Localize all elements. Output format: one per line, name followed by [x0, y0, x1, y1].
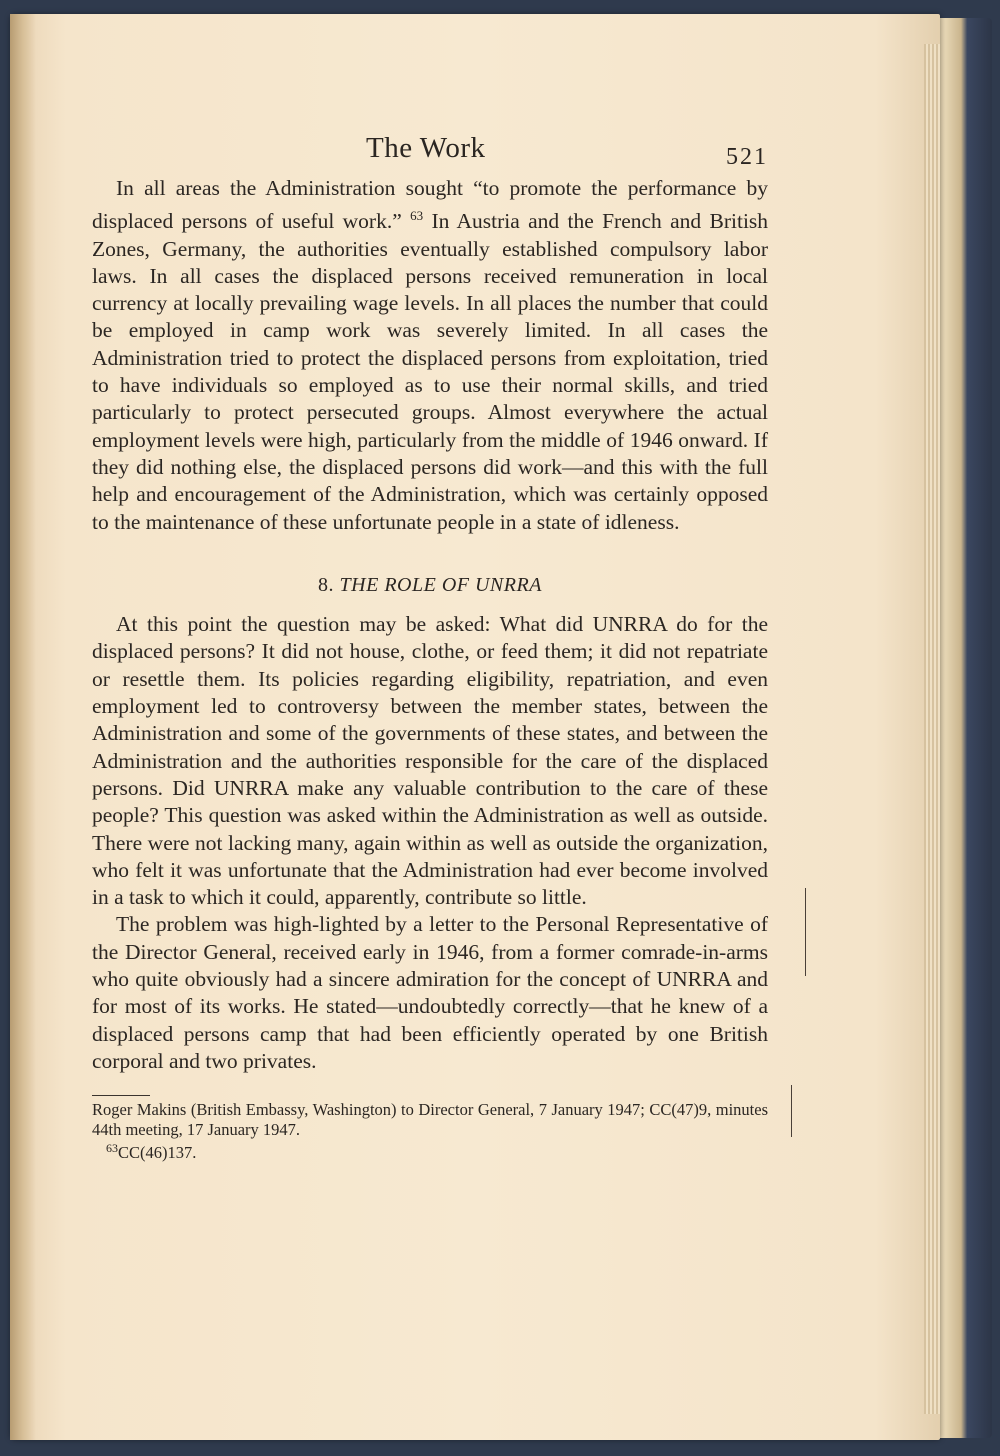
paragraph-1-text-b: In Austria and the French and British Zones, Germany, the authorities eventually established compulsory labor laws. In all cases the displaced persons received remuneration in local currency at locally prevailing wage levels. In all places the number that could be employed in camp work was severely limited. In all cases the Administration tried to protect the displaced persons from exploitation, tried to have individuals so employed as to use their normal skills, and tried particularly to protect persecuted groups. Almost everywhere the actual employment levels were high, particularly from the middle of 1946 onward. If they did nothing else, the displaced persons did work—and this with the full help and encouragement of the Administration, which was certainly opposed to the maintenance of these unfortunate people in a state of idleness.	[92, 209, 769, 534]
footnotes	[92, 1100, 768, 1163]
page-stack-edge	[924, 44, 940, 1414]
page-gutter-shadow	[10, 14, 36, 1440]
footnote-1: Roger Makins (British Embassy, Washington) to Director General, 7 January 1947; CC(47)9, minutes 44th meeting, 17 January 1947.	[92, 1100, 768, 1139]
margin-pencil-mark-2	[791, 1085, 792, 1137]
footnote-2-text: CC(46)137.	[118, 1143, 197, 1163]
margin-pencil-mark-1	[805, 888, 806, 976]
footnote-rule	[92, 1095, 150, 1096]
paragraph-1	[92, 175, 768, 536]
footnote-ref-63: 63	[410, 208, 424, 224]
paragraph-3: The problem was high-lighted by a letter to the Personal Representative of the Director General, received early in 1946, from a former comrade-in-arms who quite obviously had a sincere admiration for the concept of UNRRA and for most of its works. He stated—undoubtedly correctly—that he knew of a displaced persons camp that had been efficiently operated by one British corporal and two privates.	[92, 912, 768, 1073]
section-heading	[92, 572, 768, 599]
paragraph-1-text-a: In all areas the Administration sought “to promote the performance by displaced persons of useful work.”	[92, 176, 768, 234]
footnote-2-mark: 63	[106, 1141, 118, 1156]
paragraph-2: At this point the question may be asked: What did UNRRA do for the displaced persons? It did not house, clothe, or feed them; it did not repatriate or resettle them. Its policies regarding eligibility, repatriation, and even employment led to controversy between the member states, between the Administration and some of the governments of these states, and between the Administration and the authorities responsible for the care of the displaced persons. Did UNRRA make any valuable contribution to the care of these people? This question was asked within the Administration as well as outside. There were not lacking many, again within as well as outside the organization, who felt it was unfortunate that the Administration had ever become involved in a task to which it could, apparently, contribute so little.	[92, 612, 768, 910]
text-column	[92, 175, 768, 1163]
section-title: THE ROLE OF UNRRA	[339, 573, 542, 596]
page-header	[0, 132, 1000, 172]
page-number: 521	[726, 144, 768, 170]
footnote-2	[92, 1139, 768, 1163]
section-number: 8.	[318, 573, 335, 596]
running-head: The Work	[366, 132, 486, 164]
